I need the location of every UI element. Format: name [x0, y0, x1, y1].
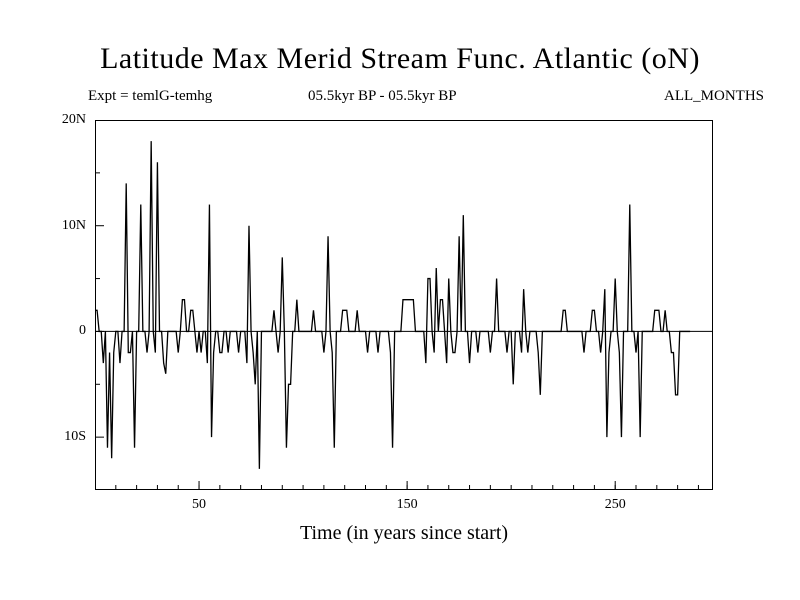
x-axis-title: Time (in years since start) [299, 522, 509, 544]
page-title: Latitude Max Merid Stream Func. Atlantic (oN) [100, 42, 700, 75]
months-label: ALL_MONTHS [664, 88, 764, 104]
data-line [95, 141, 690, 469]
experiment-label: Expt = temlG-temhg [88, 88, 213, 104]
y-tick-label: 0 [79, 323, 86, 339]
data-series-svg [95, 120, 713, 490]
y-tick-label: 10S [64, 429, 86, 445]
x-tick-label: 250 [604, 497, 626, 512]
x-tick-label: 50 [192, 497, 207, 512]
subtitle-row [70, 88, 770, 108]
y-tick-label: 20N [61, 112, 86, 127]
y-tick-label: 10N [61, 217, 86, 233]
plot-area [95, 120, 713, 490]
x-tick-label: 150 [396, 497, 418, 512]
period-label: 05.5kyr BP - 05.5kyr BP [308, 88, 457, 104]
